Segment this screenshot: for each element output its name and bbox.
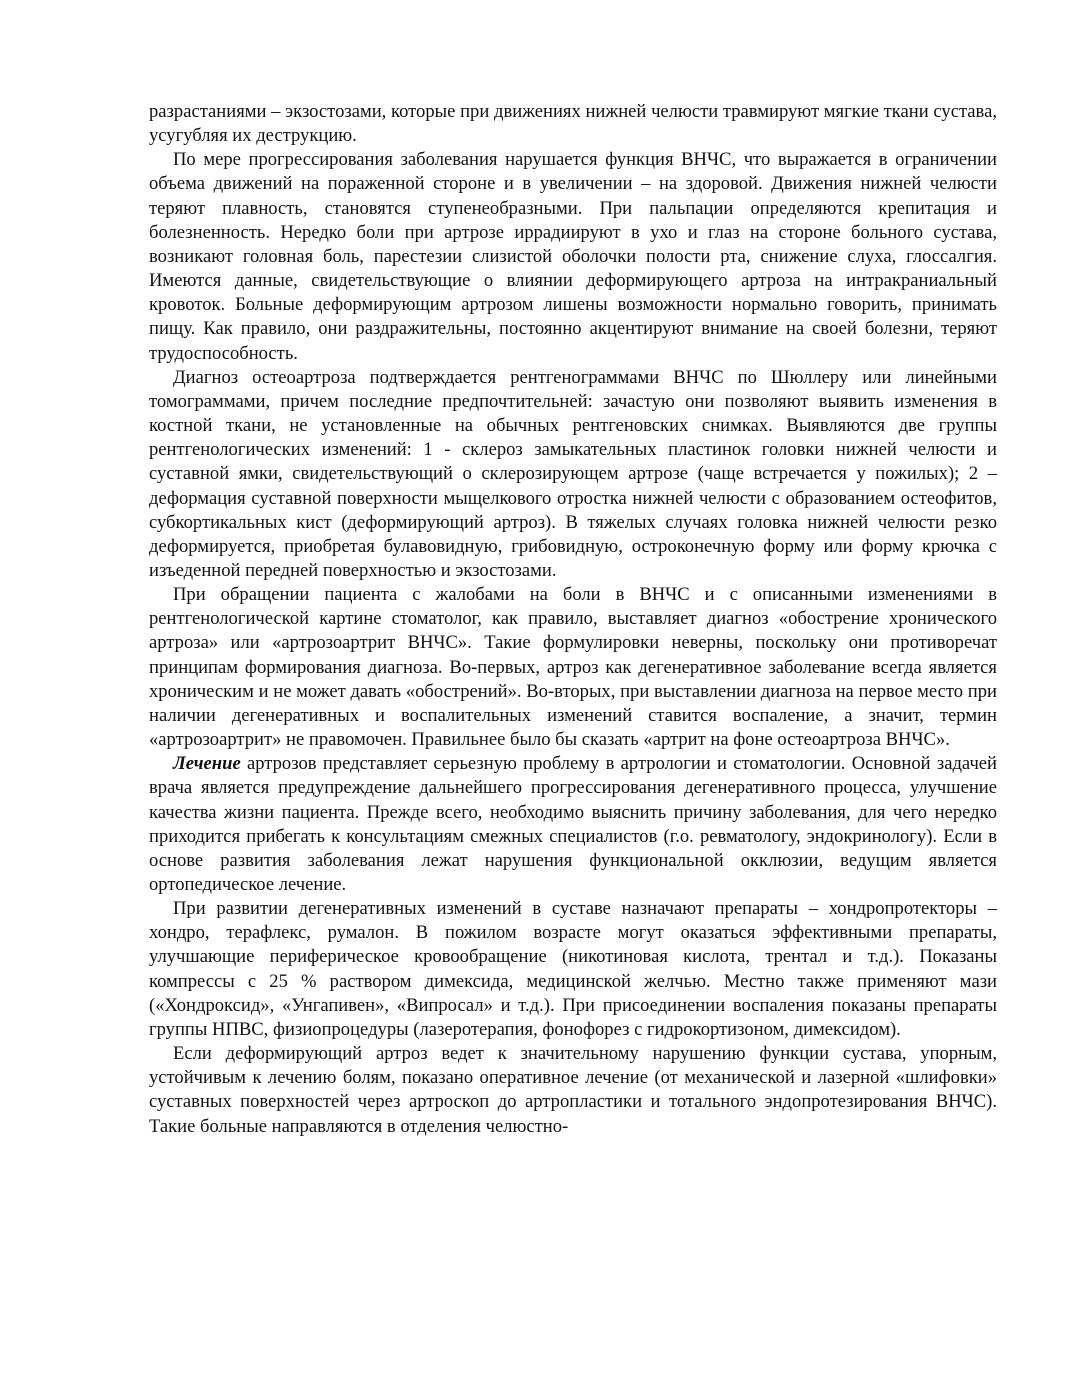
paragraph-surgery [149, 1042, 997, 1139]
paragraph-text: При обращении пациента с жалобами на боли в ВНЧС и с описанными изменениями в рентгенологической картине стоматолог, как правило, выставляет диагноз «обострение хронического артроза» или «артрозоартрит ВНЧС». Такие формулировки неверны, поскольку они противоречат принципам формирования диагноза. Во-первых, артроз как дегенеративное заболевание всегда является хроническим и не может давать «обострений». Во-вторых, при выставлении диагноза на первое место при наличии дегенеративных и воспалительных изменений ставится воспаление, а значит, термин «артрозоартрит» не правомочен. Правильнее было бы сказать «артрит на фоне остеоартроза ВНЧС». [149, 584, 997, 751]
paragraph-text: разрастаниями – экзостозами, которые при движениях нижней челюсти травмируют мягкие ткани сустава, усугубляя их деструкцию. [149, 101, 997, 147]
paragraph-treatment [149, 752, 997, 897]
paragraph-diagnosis-wording [149, 583, 997, 752]
paragraph-medication [149, 897, 997, 1042]
paragraph-joint-function [149, 148, 997, 365]
paragraph-text: При развитии дегенеративных изменений в суставе назначают препараты – хондропротекторы – хондро, терафлекс, румалон. В пожилом возрасте могут оказаться эффективными препараты, улучшающие периферическое кровообращение (никотиновая кислота, трентал и т.д.). Показаны компрессы с 25 % раствором димексида, медицинской желчью. Местно также применяют мази («Хондроксид», «Унгапивен», «Випросал» и т.д.). При присоединении воспаления показаны препараты группы НПВС, физиопроцедуры (лазеротерапия, фонофорез с гидрокортизоном, димексидом). [149, 898, 997, 1040]
paragraph-text: Диагноз остеоартроза подтверждается рентгенограммами ВНЧС по Шюллеру или линейными томограммами, причем последние предпочтительней: зачастую они позволяют выявить изменения в костной ткани, не установленные на обычных рентгеновских снимках. Выявляются две группы рентгенологических изменений: 1 - склероз замыкательных пластинок головки нижней челюсти и суставной ямки, свидетельствующий о склерозирующем артрозе (чаще встречается у пожилых); 2 – деформация суставной поверхности мыщелкового отростка нижней челюсти с образованием остеофитов, субкортикальных кист (деформирующий артроз). В тяжелых случаях головка нижней челюсти резко деформируется, приобретая булавовидную, грибовидную, остроконечную форму или форму крючка с изъеденной передней поверхностью и экзостозами. [149, 366, 997, 581]
paragraph-continuation [149, 100, 997, 148]
paragraph-diagnosis [149, 366, 997, 583]
paragraph-lead-term: Лечение [173, 753, 241, 775]
paragraph-text: Если деформирующий артроз ведет к значительному нарушению функции сустава, упорным, устойчивым к лечению болям, показано оперативное лечение (от механической и лазерной «шлифовки» суставных поверхностей через артроскоп до артропластики и тотального эндопротезирования ВНЧС). Такие больные направляются в отделения челюстно- [149, 1043, 997, 1137]
paragraph-text: артрозов представляет серьезную проблему в артрологии и стоматологии. Основной задачей врача является предупреждение дальнейшего прогрессирования дегенеративного процесса, улучшение качества жизни пациента. Прежде всего, необходимо выяснить причину заболевания, для чего нередко приходится прибегать к консультациям смежных специалистов (г.о. ревматологу, эндокринологу). Если в основе развития заболевания лежат нарушения функциональной окклюзии, ведущим является ортопедическое лечение. [149, 753, 997, 895]
paragraph-text: По мере прогрессирования заболевания нарушается функция ВНЧС, что выражается в ограничении объема движений на пораженной стороне и в увеличении – на здоровой. Движения нижней челюсти теряют плавность, становятся ступенеобразными. При пальпации определяются крепитация и болезненность. Нередко боли при артрозе иррадиируют в ухо и глаз на стороне больного сустава, возникают головная боль, парестезии слизистой оболочки полости рта, снижение слуха, глоссалгия. Имеются данные, свидетельствующие о влиянии деформирующего артроза на интракраниальный кровоток. Больные деформирующим артрозом лишены возможности нормально говорить, принимать пищу. Как правило, они раздражительны, постоянно акцентируют внимание на своей болезни, теряют трудоспособность. [149, 149, 997, 364]
document-page [149, 100, 997, 1139]
